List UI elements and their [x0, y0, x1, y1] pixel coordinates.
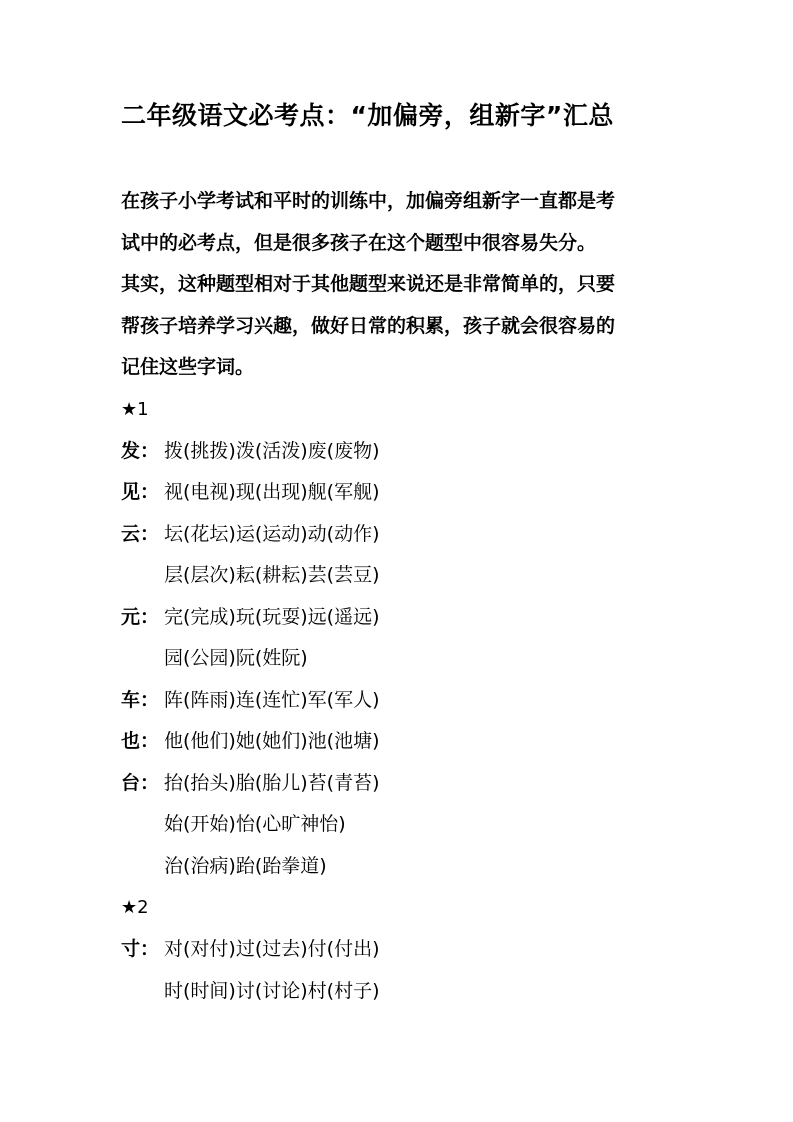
intro-line: 其实，这种题型相对于其他题型来说还是非常简单的，只要: [121, 273, 616, 295]
entry-words: 层(层次)耘(耕耘)芸(芸豆): [164, 564, 380, 586]
section-marker: ★2: [121, 897, 149, 918]
entry-row: [121, 763, 379, 803]
entry-key: 也：: [121, 730, 160, 752]
entry-key: 元：: [121, 606, 160, 628]
entry-key: 发：: [121, 440, 160, 462]
intro-line: 在孩子小学考试和平时的训练中，加偏旁组新字一直都是考: [121, 190, 616, 212]
entry-words: 完(完成)玩(玩耍)远(遥远): [164, 606, 380, 628]
intro-line: 记住这些字词。: [121, 356, 255, 378]
entry-words: 坛(花坛)运(运动)动(动作): [164, 523, 380, 545]
entry-words: 阵(阵雨)连(连忙)军(军人): [164, 689, 380, 711]
entry-key: 云：: [121, 523, 160, 545]
section-marker: ★1: [121, 399, 149, 420]
entry-words: 时(时间)讨(讨论)村(村子): [164, 980, 380, 1002]
entry-row: [121, 929, 379, 969]
entry-words: 对(对付)过(过去)付(付出): [164, 938, 380, 960]
entry-row: [121, 680, 379, 720]
entry-continuation: [121, 638, 308, 678]
entry-row: [121, 472, 379, 512]
entry-key: 台：: [121, 772, 160, 794]
intro-paragraph: [121, 181, 677, 389]
entry-key: 车：: [121, 689, 160, 711]
entry-continuation: [121, 846, 327, 886]
entry-row: [121, 597, 379, 637]
entry-row: [121, 431, 379, 471]
entry-row: [121, 721, 379, 761]
entry-words: 始(开始)怡(心旷神怡): [164, 813, 346, 835]
entry-row: [121, 514, 379, 554]
entry-key: 寸：: [121, 938, 160, 960]
intro-line: 帮孩子培养学习兴趣，做好日常的积累，孩子就会很容易的: [121, 314, 616, 337]
entry-continuation: [121, 971, 379, 1011]
document-title: 二年级语文必考点：“加偏旁，组新字”汇总: [121, 101, 614, 130]
entry-words: 治(治病)跆(跆拳道): [164, 855, 327, 877]
entry-words: 他(他们)她(她们)池(池塘): [164, 730, 380, 752]
entry-continuation: [121, 555, 379, 595]
entry-words: 抬(抬头)胎(胎儿)苔(青苔): [164, 772, 380, 794]
entry-words: 视(电视)现(出现)舰(军舰): [164, 481, 380, 503]
entry-words: 园(公园)阮(姓阮): [164, 647, 308, 669]
entry-key: 见：: [121, 481, 160, 503]
entry-continuation: [121, 804, 346, 844]
entry-words: 拨(挑拨)泼(活泼)废(废物): [164, 440, 380, 462]
intro-line: 试中的必考点，但是很多孩子在这个题型中很容易失分。: [121, 231, 597, 254]
